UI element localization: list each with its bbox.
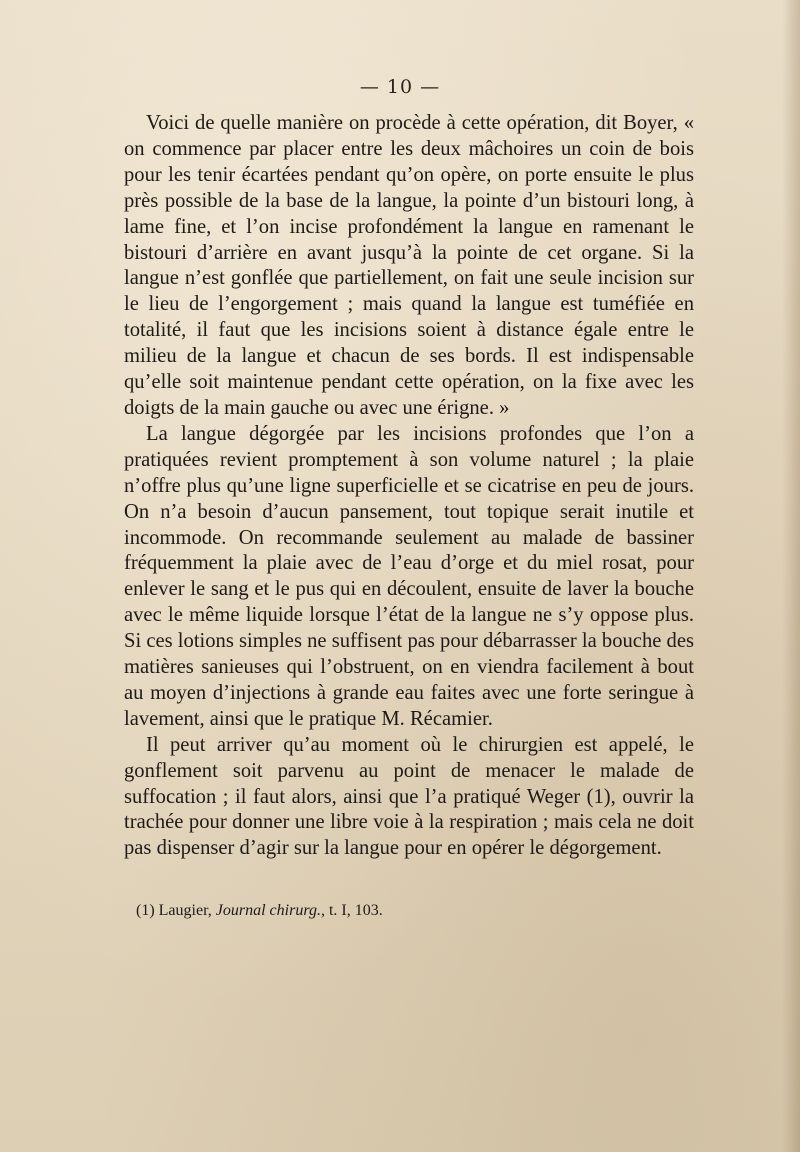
footnote-author: Laugier, bbox=[158, 902, 212, 919]
paragraph-boyer-quote: Voici de quelle manière on procède à cette opération, dit Boyer, « on commence par placer entre les deux mâchoires un coin de bois pour les tenir écartées pendant qu’on opère, on porte ensuite le plus près possible de la base de la langue, la pointe d’un bistouri long, à lame fine, et l’on incise profondément la langue en ramenant le bistouri d’arrière en avant jusqu’à la pointe de cet organe. Si la langue n’est gonflée que partiellement, on fait une seule incision sur le lieu de l’engorgement ; mais quand la langue est tuméfiée en totalité, il faut que les incisions soient à distance égale entre le milieu de la langue et chacun de ses bords. Il est indispensable qu’elle soit maintenue pendant cette opération, on la fixe avec les doigts de la main gauche ou avec une érigne. » bbox=[124, 112, 694, 419]
page-edge-shadow bbox=[782, 0, 800, 1152]
footnote-journal: Journal chirurg. bbox=[215, 902, 321, 919]
footnote bbox=[136, 902, 383, 920]
body-text bbox=[124, 111, 694, 862]
page-number: — 10 — bbox=[359, 76, 441, 98]
paragraph-tongue-healing: La langue dégorgée par les incisions profondes que l’on a pratiquées revient promptement à son volume naturel ; la plaie n’offre plus qu’une ligne superficielle et se cicatrise en peu de jours. On n’a besoin d’aucun pansement, tout topique serait inutile et incommode. On recommande seulement au malade de bassiner fréquemment la plaie avec de l’eau d’orge et du miel rosat, pour enlever le sang et le pus qui en découlent, ensuite de laver la bouche avec le même liquide lorsque l’état de la langue ne s’y oppose plus. Si ces lotions simples ne suffisent pas pour débarrasser la bouche des matières sanieuses qui l’obstruent, on en viendra facilement à bout au moyen d’injections à grande eau faites avec une forte seringue à lavement, ainsi que le pratique M. Récamier. bbox=[124, 422, 694, 730]
footnote-reference: , t. I, 103. bbox=[320, 902, 383, 919]
paragraph-tracheotomy: Il peut arriver qu’au moment où le chirurgien est appelé, le gonflement soit parvenu au point de menacer le malade de suffocation ; il faut alors, ainsi que l’a pratiqué Weger (1), ouvrir la trachée pour donner une libre voie à la respiration ; mais cela ne doit pas dispenser d’agir sur la langue pour en opérer le dégorgement. bbox=[124, 733, 694, 860]
footnote-marker: (1) bbox=[136, 902, 155, 919]
